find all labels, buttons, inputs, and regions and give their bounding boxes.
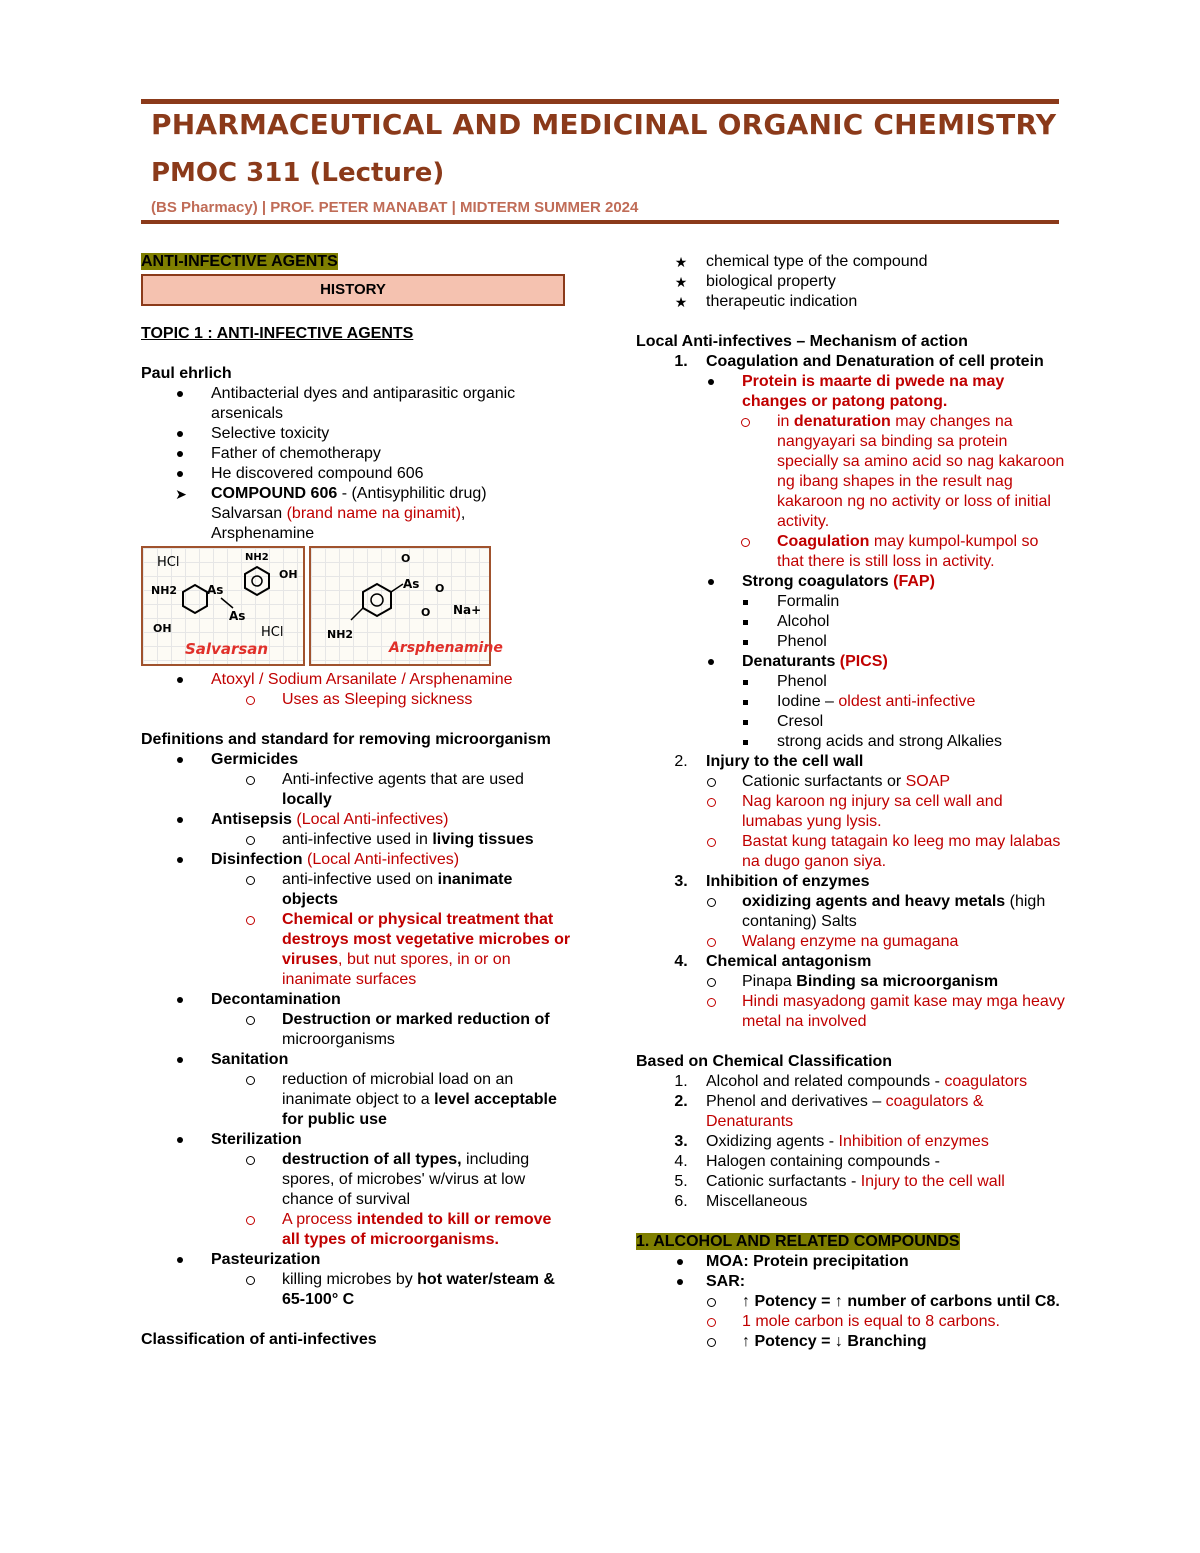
course-title: PMOC 311 (Lecture) (151, 158, 445, 188)
svg-text:O: O (435, 582, 445, 595)
star-icon: ★ (674, 254, 688, 270)
list-item: anti-infective used in living tissues (282, 831, 534, 848)
list-item: Sterilization (211, 1131, 302, 1148)
svg-text:OH: OH (279, 568, 298, 581)
list-item: anti-infective used on inanimate objects (282, 871, 513, 908)
list-item: Destruction or marked reduction of microorganisms (282, 1011, 550, 1048)
list-item: Atoxyl / Sodium Arsanilate / Arsphenamine (211, 671, 513, 688)
list-item: Uses as Sleeping sickness (282, 691, 473, 708)
numbered-item: 3. Oxidizing agents - Inhibition of enzymes (674, 1133, 989, 1150)
list-item-compound: ➤ COMPOUND 606 - (Antisyphilitic drug) Salvarsan (brand name na ginamit), Arsphenamine (141, 484, 571, 544)
list-item: Hindi masyadong gamit kase may mga heavy metal na involved (742, 993, 1065, 1030)
list-item: Sanitation (211, 1051, 289, 1068)
list-item: Phenol (777, 633, 827, 650)
list-item: Protein is maarte di pwede na may changes or patong patong. (742, 373, 1005, 410)
list-item: Antibacterial dyes and antiparasitic organic arsenicals (211, 385, 516, 422)
list-item: Bastat kung tatagain ko leeg mo may lalabas na dugo ganon siya. (742, 833, 1061, 870)
svg-text:Arsphenamine: Arsphenamine (389, 640, 503, 656)
list-item: Father of chemotherapy (211, 445, 381, 462)
list-item: Pinapa Binding sa microorganism (742, 973, 999, 990)
list-item: killing microbes by hot water/steam & 65-100° C (282, 1271, 555, 1308)
list-item: Anti-infective agents that are used locally (282, 771, 524, 808)
list-item: Selective toxicity (211, 425, 330, 442)
list-item: Iodine – oldest anti-infective (777, 693, 976, 710)
list-item: ★ therapeutic indication (636, 292, 1066, 312)
list-item: ↑ Potency = ↑ number of carbons until C8. (742, 1293, 1060, 1310)
list-item: Pasteurization (211, 1251, 321, 1268)
numbered-item: 5. Cationic surfactants - Injury to the cell wall (674, 1173, 1005, 1190)
list-item: Chemical or physical treatment that destroys most vegetative microbes or viruses, but nut spores, in or on inanimate surfaces (282, 911, 571, 988)
svg-text:As: As (403, 577, 420, 591)
document-title: PHARMACEUTICAL AND MEDICINAL ORGANIC CHEMISTRY (151, 108, 1057, 141)
classification-heading: Classification of anti-infectives (141, 1331, 377, 1348)
svg-text:As: As (207, 583, 224, 597)
list-item: destruction of all types, including spores, of microbes' w/virus at low chance of survival (282, 1151, 530, 1208)
star-icon: ★ (674, 274, 688, 290)
list-item: ↑ Potency = ↓ Branching (742, 1333, 927, 1350)
list-item: Walang enzyme na gumagana (742, 933, 959, 950)
svg-text:HCl: HCl (157, 555, 180, 570)
left-column (141, 252, 571, 1350)
moa-heading: Local Anti-infectives – Mechanism of action (636, 333, 968, 350)
alcohol-heading: 1. ALCOHOL AND RELATED COMPOUNDS (636, 1233, 960, 1250)
list-item: Coagulation may kumpol-kumpol so that there is still loss in activity. (777, 533, 1039, 570)
numbered-item: 4. Chemical antagonism (674, 953, 872, 970)
numbered-item: 3. Inhibition of enzymes (674, 873, 870, 890)
list-item: Antisepsis (Local Anti-infectives) (211, 811, 449, 828)
numbered-item: 1. Coagulation and Denaturation of cell protein (674, 353, 1044, 370)
svg-text:O: O (401, 552, 411, 565)
list-item: Cationic surfactants or SOAP (742, 773, 951, 790)
svg-text:NH2: NH2 (327, 628, 354, 641)
svg-text:OH: OH (153, 622, 172, 635)
star-icon: ★ (674, 294, 688, 310)
numbered-item: 6. Miscellaneous (674, 1193, 808, 1210)
list-item: A process intended to kill or remove all types of microorganisms. (282, 1211, 552, 1248)
list-item: Denaturants (PICS) (742, 653, 888, 670)
topic-heading: TOPIC 1 : ANTI-INFECTIVE AGENTS (141, 325, 414, 342)
arrow-icon: ➤ (175, 486, 187, 502)
list-item: Alcohol (777, 613, 830, 630)
list-item: Disinfection (Local Anti-infectives) (211, 851, 460, 868)
svg-text:As: As (229, 609, 246, 623)
svg-text:HCl: HCl (261, 625, 284, 640)
history-box: HISTORY (141, 274, 565, 306)
list-item: Cresol (777, 713, 824, 730)
list-item: Nag karoon ng injury sa cell wall and lumabas yung lysis. (742, 793, 1003, 830)
list-item: MOA: Protein precipitation (706, 1253, 909, 1270)
list-item: in denaturation may changes na nangyayari sa binding sa protein specially sa amino acid so nag kakaroon ng ibang shapes in the result nag kakaroon ng no activity or loss of initial activity. (777, 413, 1065, 530)
numbered-item: 2. Injury to the cell wall (674, 753, 864, 770)
ehrlich-heading: Paul ehrlich (141, 365, 232, 382)
list-item: He discovered compound 606 (211, 465, 424, 482)
numbered-item: 1. Alcohol and related compounds - coagulators (674, 1073, 1028, 1090)
list-item: 1 mole carbon is equal to 8 carbons. (742, 1313, 1000, 1330)
list-item: SAR: (706, 1273, 746, 1290)
document-subtitle: (BS Pharmacy) | PROF. PETER MANABAT | MIDTERM SUMMER 2024 (151, 199, 639, 216)
svg-text:NH2: NH2 (151, 584, 178, 597)
header-rule (141, 220, 1059, 224)
top-rule (141, 99, 1059, 104)
arsphenamine-structure-image (309, 546, 503, 666)
svg-text:NH2: NH2 (245, 552, 269, 563)
section-tag: ANTI-INFECTIVE AGENTS (141, 253, 338, 270)
list-item: strong acids and strong Alkalies (777, 733, 1003, 750)
svg-text:Salvarsan: Salvarsan (185, 640, 269, 658)
list-item: Strong coagulators (FAP) (742, 573, 935, 590)
svg-text:O: O (421, 606, 431, 619)
numbered-item: 4. Halogen containing compounds - (674, 1153, 940, 1170)
svg-text:Na+: Na+ (453, 603, 482, 617)
list-item: Decontamination (211, 991, 341, 1008)
list-item: oxidizing agents and heavy metals (high contaning) Salts (742, 893, 1046, 930)
list-item: reduction of microbial load on an inanimate object to a level acceptable for public use (282, 1071, 557, 1128)
right-column (636, 252, 1066, 1352)
structure-images (141, 546, 571, 666)
list-item: ★ chemical type of the compound (636, 252, 1066, 272)
list-item: Germicides (211, 751, 299, 768)
numbered-item: 2. Phenol and derivatives – coagulators & Denaturants (674, 1093, 984, 1130)
chem-classification-heading: Based on Chemical Classification (636, 1053, 893, 1070)
definitions-heading: Definitions and standard for removing microorganism (141, 731, 551, 748)
salvarsan-structure-image (141, 546, 305, 666)
list-item: Phenol (777, 673, 827, 690)
list-item: ★ biological property (636, 272, 1066, 292)
list-item: Formalin (777, 593, 840, 610)
